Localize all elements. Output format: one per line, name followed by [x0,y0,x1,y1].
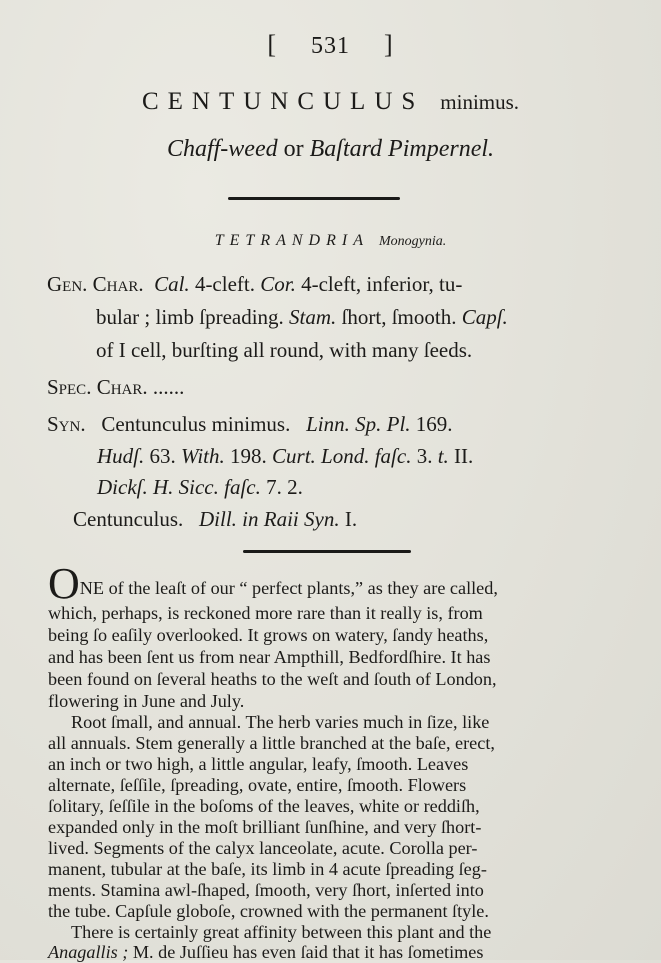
gen-char-text: ſhort, ſmooth. [336,305,462,329]
description-line: lived. Segments of the calyx lanceolate, acute. Corolla per- [48,838,478,858]
gen-char-term: Capſ. [461,305,508,329]
bracket-close: ] [384,30,394,59]
common-name-1: Chaff-weed [166,136,278,162]
ornamental-rule [243,550,411,553]
gen-char-term: Stam. [289,305,337,329]
description-line: been found on ſeveral heaths to the weſt and ſouth of London, [48,669,497,689]
description-line [48,559,498,608]
common-name-or: or [283,136,304,162]
synonym-num: 7. 2. [260,475,303,499]
gen-char-label: Gen. Char. [47,272,144,296]
synonym-ref: Dill. in Raii Syn. [199,507,340,531]
spec-char-line [47,375,184,400]
description-line: all annuals. Stem generally a little branched at the baſe, erect, [48,733,495,753]
species-name: minimus. [440,90,520,114]
gen-char-text: bular ; limb ſpreading. [96,305,290,329]
synonym-ref: Hudſ. [97,444,145,468]
description-line: being ſo eaſily overlooked. It grows on watery, ſandy heaths, [48,625,489,645]
synonym-num: 198. [224,444,273,468]
description-line: ments. Stamina awl-ſhaped, ſmooth, very ſhort, inſerted into [48,880,484,900]
synonym-ref: With. [181,444,225,468]
ornamental-rule [228,197,400,200]
synonym-line-3 [97,475,303,500]
genus-name: CENTUNCULUS [141,88,425,115]
synonym-line-4 [73,507,357,532]
class-name: TETRANDRIA [214,232,369,249]
gen-char-text: 4-cleft. [189,272,261,296]
synonym-num: 169. [415,412,453,436]
gen-char-line-3 [96,338,472,363]
bracket-open: [ [267,30,277,59]
description-text: M. de Juſſieu has even ſaid that it has ſometimes [128,942,484,962]
spec-char-value: ...... [147,375,185,399]
order-name: Monogynia. [378,234,447,249]
synonym-name: Centunculus minimus. [101,412,291,436]
description-italic: Anagallis ; [48,942,129,962]
synonym-ref: Linn. Sp. Pl. [306,412,411,436]
synonym-name: Centunculus. [73,507,184,531]
synonym-num: I. [339,507,358,531]
common-name-2: Baſtard Pimpernel. [309,136,495,162]
description-line: the tube. Capſule globoſe, crowned with the permanent ſtyle. [48,901,489,921]
page-number: 531 [311,33,350,59]
gen-char-text: of I cell, burſting all round, with many ſeeds. [96,338,473,362]
description-line: ſolitary, ſeſſile in the boſoms of the leaves, white or reddiſh, [48,796,480,816]
synonym-num: 3. [411,444,438,468]
synonym-line-2 [97,444,473,469]
description-line: which, perhaps, is reckoned more rare than it really is, from [48,603,483,623]
description-line: an inch or two high, a little angular, leafy, ſmooth. Leaves [48,754,469,774]
spec-char-label: Spec. Char. [47,375,148,399]
drop-cap: O [48,559,80,608]
description-line: Root ſmall, and annual. The herb varies much in ſize, like [71,712,490,732]
description-line: flowering in June and July. [48,691,245,711]
description-line: alternate, ſeſſile, ſpreading, ovate, entire, ſmooth. Flowers [48,775,467,795]
synonym-num: 63. [144,444,181,468]
description-text: NE of the leaſt of our “ perfect plants,” as they are called, [79,578,498,598]
gen-char-term: Cor. [260,272,296,296]
common-name [0,136,661,163]
synonym-ref: Dickſ. H. Sicc. faſc. [97,475,261,499]
synonym-num: II. [448,444,474,468]
gen-char-line-2 [96,305,508,330]
description-line: and has been ſent us from near Ampthill, Bedfordſhire. It has [48,647,491,667]
description-line: expanded only in the moſt brilliant ſunſhine, and very ſhort- [48,817,482,837]
description-line: There is certainly great affinity between this plant and the [71,922,492,942]
synonym-line-1 [47,412,453,437]
synonyms-label: Syn. [47,412,86,436]
description-line: manent, tubular at the baſe, its limb in 4 acute ſpreading ſeg- [48,859,487,879]
gen-char-term: Cal. [154,272,190,296]
linnaean-classification [0,232,661,250]
synonym-ref: t. [437,444,449,468]
page-number-header [0,30,661,60]
gen-char-line-1 [47,272,462,297]
gen-char-text: 4-cleft, inferior, tu- [295,272,463,296]
species-title [0,86,661,116]
synonym-ref: Curt. Lond. faſc. [272,444,412,468]
